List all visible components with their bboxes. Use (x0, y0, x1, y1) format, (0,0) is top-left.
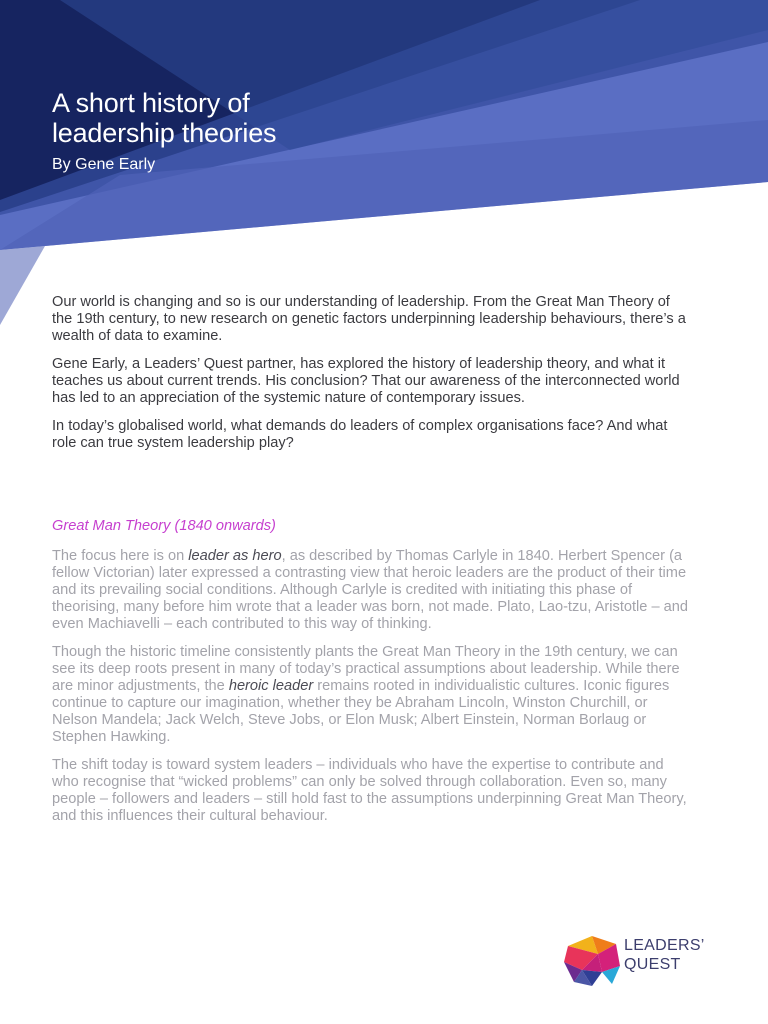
section-paragraph-3: The shift today is toward system leaders – individuals who have the expertise to contribute and who recognise that “wicked problems” can only be solved through collaboration. Even so, many people – followers and leaders – still hold fast to the assumptions underpinning Great Man Theory, and this influences their cultural behaviour. (52, 757, 687, 824)
section-heading: Great Man Theory (1840 onwards) (52, 518, 276, 534)
section-paragraph-2 (52, 644, 692, 746)
leaders-quest-logo (562, 930, 722, 992)
p2-text-before: Though the historic timeline consistently plants the Great Man Theory in the 19th century, we can see its deep roots present in many of today’s practical assumptions about leadership. While there are minor adjustments, the (52, 644, 680, 694)
logo-line-1: LEADERS’ (624, 937, 705, 954)
p1-text-after: , as described by Thomas Carlyle in 1840. Herbert Spencer (a fellow Victorian) later expressed a contrasting view that heroic leaders are the product of their time and its prevailing social conditions. Although Carlyle is credited with initiating this phase of theorising, many before him wrote that a leader was born, not made. Plato, Lao-tzu, Aristotle – and even Machiavelli – each contributed to this way of thinking. (52, 548, 688, 632)
logo-mark-icon (562, 932, 622, 990)
section-paragraph-1 (52, 548, 692, 633)
title-line-1: A short history of (52, 88, 250, 118)
p2-text-after: remains rooted in individualistic cultures. Iconic figures continue to capture our imagination, whether they be Abraham Lincoln, Winston Churchill, or Nelson Mandela; Jack Welch, Steve Jobs, or Elon Musk; Albert Einstein, Norman Borlaug or Stephen Hawking. (52, 678, 670, 745)
title-line-2: leadership theories (52, 118, 277, 148)
title-block (52, 88, 276, 174)
logo-wordmark (624, 936, 705, 974)
banner-shape-light-sliver (0, 246, 45, 325)
intro-paragraph-3: In today’s globalised world, what demands do leaders of complex organisations face? And what role can true system leadership play? (52, 418, 668, 451)
logo-line-2: QUEST (624, 956, 681, 973)
intro-section (52, 294, 692, 463)
intro-paragraph-2: Gene Early, a Leaders’ Quest partner, has explored the history of leadership theory, and what it teaches us about current trends. His conclusion? That our awareness of the interconnected world has led to an appreciation of the systemic nature of contemporary issues. (52, 356, 680, 406)
intro-paragraph-1: Our world is changing and so is our understanding of leadership. From the Great Man Theory of the 19th century, to new research on genetic factors underpinning leadership behaviours, there’s a wealth of data to examine. (52, 294, 686, 344)
great-man-theory-section (52, 518, 692, 836)
p1-text-before: The focus here is on (52, 548, 189, 564)
byline: By Gene Early (52, 156, 156, 173)
p1-emphasis: leader as hero (188, 548, 282, 564)
p2-emphasis: heroic leader (228, 678, 314, 694)
page-title (52, 88, 276, 148)
